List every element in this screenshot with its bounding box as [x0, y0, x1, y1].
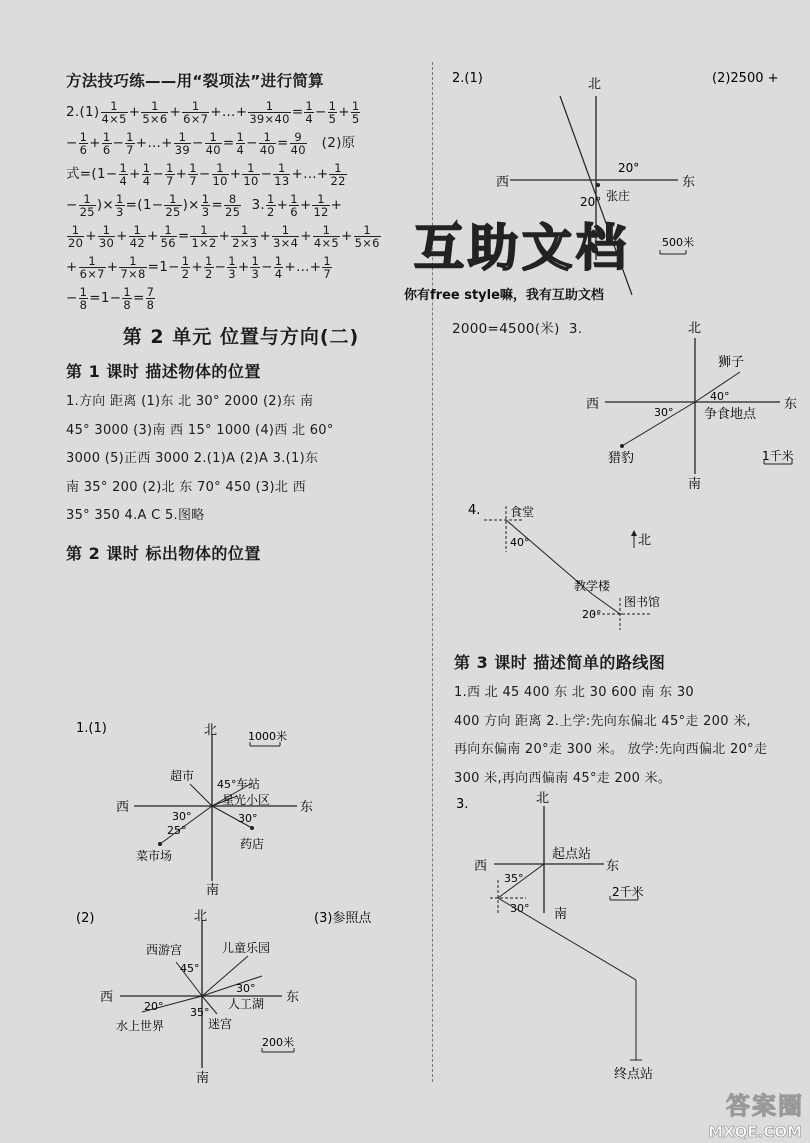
- fraction: $\frac{1}{6}$: [79, 129, 88, 157]
- east-label: 东: [784, 397, 798, 412]
- part2-answer: (2)2500 +: [712, 71, 779, 86]
- left-column: [66, 66, 416, 570]
- fraction: $\frac{1}{3}$: [251, 253, 260, 281]
- east-label: 东: [286, 990, 300, 1005]
- answer-line: 1.西 北 45 400 东 北 30 600 南 东 30: [454, 685, 694, 700]
- answer-line: 35° 350 4.A C 5.图略: [66, 508, 205, 523]
- scale-label: 200米: [262, 1036, 294, 1049]
- equation-line-7: − $\frac{1}{8}$ =1− $\frac{1}{8}$ = $\frac{7}{8}$: [66, 284, 155, 312]
- equation-line-6: + $\frac{1}{6\times 7}$ + $\frac{1}{7\times 8}$ =1− $\frac{1}{2}$ + $\frac{1}{2}$ − $\frac{1}{3}$ + $\frac{1}{3}$ − $\frac{1}{4}$ +…+ $\frac{1}{7}$: [66, 253, 331, 281]
- fraction: $\frac{1}{6}$: [102, 129, 111, 157]
- school-label: 教学楼: [574, 579, 611, 593]
- direction-diagram-q4: [462, 494, 702, 644]
- corner-logo: 答案圈: [726, 1092, 804, 1120]
- north-label: 北: [204, 723, 218, 738]
- angle-label: 30°: [510, 902, 530, 915]
- fraction: $\frac{1}{5}$: [351, 98, 360, 126]
- angle-label: 30°: [654, 406, 674, 419]
- fraction: $\frac{1}{2}$: [181, 253, 190, 281]
- fraction: $\frac{1}{25}$: [165, 191, 181, 219]
- fraction: $\frac{9}{40}$: [290, 129, 306, 157]
- angle-label: 20°: [580, 195, 602, 209]
- fraction: $\frac{1}{4}$: [119, 160, 128, 188]
- lesson-1-answers: [66, 388, 416, 531]
- figure-label: 3.: [456, 797, 469, 812]
- lesson-3-answers: [454, 679, 804, 793]
- fraction: $\frac{1}{7}$: [126, 129, 134, 157]
- equation-line-3: 式=(1− $\frac{1}{4}$ + $\frac{1}{4}$ − $\frac{1}{7}$ + $\frac{1}{7}$ − $\frac{1}{10}$ + $\frac{1}{10}$ − $\frac{1}{13}$ +…+ $\frac{1}{22}$: [66, 160, 346, 188]
- fraction: $\frac{1}{2}$: [204, 253, 213, 281]
- direction-diagram-2: [72, 906, 402, 1086]
- fraction: $\frac{1}{6\times 7}$: [183, 98, 209, 126]
- fraction: $\frac{1}{39}$: [174, 129, 191, 157]
- angle-label: 30°: [172, 810, 192, 823]
- fraction: $\frac{1}{7}$: [323, 253, 331, 281]
- fraction: $\frac{1}{3\times 4}$: [273, 222, 299, 250]
- lion-label: 狮子: [718, 355, 745, 370]
- method-title: 方法技巧练——用“裂项法”进行简算: [66, 72, 324, 90]
- equation-line-4: − $\frac{1}{25}$ )× $\frac{1}{3}$ =(1− $\frac{1}{25}$ )× $\frac{1}{3}$ = $\frac{8}{25}$ 3. $\frac{1}{2}$ + $\frac{1}{6}$ + $\frac{1}{12}$ +: [66, 191, 343, 219]
- angle-label: 45°: [180, 962, 200, 975]
- angle-label: 40°: [510, 536, 530, 549]
- answer-line: 1.方向 距离 (1)东 北 30° 2000 (2)东 南: [66, 394, 314, 409]
- start-station-label: 起点站: [552, 847, 592, 862]
- west-label: 西: [496, 175, 510, 190]
- fraction: $\frac{1}{20}$: [68, 222, 84, 250]
- west-label: 西: [586, 397, 600, 412]
- north-label: 北: [688, 321, 702, 336]
- direction-diagram-q3: [580, 314, 810, 494]
- lesson-1-title: 第 1 课时 描述物体的位置: [66, 362, 261, 381]
- fraction: $\frac{1}{4\times 5}$: [101, 98, 127, 126]
- north-label: 北: [194, 909, 208, 924]
- equation-line-2: − $\frac{1}{6}$ + $\frac{1}{6}$ − $\frac{1}{7}$ +…+ $\frac{1}{39}$ − $\frac{1}{40}$ = $\frac{1}{4}$ − $\frac{1}{40}$ = $\frac{9}{40}$ (2)原: [66, 129, 356, 157]
- figure-label: 2.(1): [452, 71, 483, 86]
- fraction: $\frac{1}{5\times 6}$: [142, 98, 168, 126]
- unit-title: 第 2 单元 位置与方向(二): [122, 326, 360, 348]
- watermark: [398, 212, 646, 320]
- fraction: $\frac{1}{5\times 6}$: [354, 222, 380, 250]
- direction-diagram-1: [72, 716, 332, 896]
- north-label: 北: [536, 791, 550, 806]
- fraction: $\frac{1}{8}$: [123, 284, 131, 312]
- fraction: $\frac{1}{22}$: [330, 160, 346, 188]
- watermark-caption: 你有free style嘛，我有互助文档: [404, 288, 604, 303]
- south-label: 南: [554, 907, 568, 922]
- fight-spot-label: 争食地点: [704, 407, 757, 422]
- zhangzhuang-label: 张庄: [606, 189, 631, 203]
- south-label: 南: [688, 477, 702, 492]
- fraction: $\frac{1}{39\times 40}$: [249, 98, 290, 126]
- reference-point-label: (3)参照点: [314, 911, 372, 926]
- west-label: 西: [474, 859, 488, 874]
- fraction: $\frac{1}{7}$: [166, 160, 174, 188]
- angle-label: 40°: [710, 390, 730, 403]
- figure-label: (2): [76, 911, 95, 926]
- angle-label: 35°: [190, 1006, 210, 1019]
- pharmacy-label: 药店: [240, 837, 265, 851]
- fraction: $\frac{1}{40}$: [259, 129, 275, 157]
- fraction: $\frac{1}{2\times 3}$: [232, 222, 258, 250]
- fraction: $\frac{1}{30}$: [98, 222, 115, 250]
- end-station-label: 终点站: [614, 1067, 654, 1082]
- fraction: $\frac{1}{4}$: [236, 129, 245, 157]
- fraction: $\frac{1}{4}$: [274, 253, 283, 281]
- station-label: 车站: [236, 777, 261, 791]
- answer-line: 再向东偏南 20°走 300 米。 放学:先向西偏北 20°走: [454, 742, 768, 757]
- fraction: $\frac{1}{5}$: [328, 98, 337, 126]
- fraction: $\frac{7}{8}$: [146, 284, 155, 312]
- water-world-label: 水上世界: [116, 1019, 165, 1033]
- canteen-label: 食堂: [510, 505, 535, 519]
- watermark-logo: 互助文档: [414, 219, 630, 277]
- fraction: $\frac{1}{42}$: [129, 222, 145, 250]
- fraction: $\frac{1}{2}$: [266, 191, 275, 219]
- south-label: 南: [196, 1071, 210, 1086]
- figure-label: 4.: [468, 503, 481, 518]
- angle-label: 20°: [582, 608, 602, 621]
- answer-line: 45° 3000 (3)南 西 15° 1000 (4)西 北 60°: [66, 422, 334, 438]
- fraction: $\frac{1}{56}$: [160, 222, 176, 250]
- figure-label: 1.(1): [76, 721, 107, 736]
- fraction: $\frac{1}{4}$: [142, 160, 151, 188]
- equation-line-1: 2.(1) $\frac{1}{4\times 5}$ + $\frac{1}{5\times 6}$ + $\frac{1}{6\times 7}$ +…+ $\frac{1}{39\times 40}$ = $\frac{1}{4}$ − $\frac{1}{5}$ + $\frac{1}{5}$: [66, 98, 360, 126]
- answer-line: 南 35° 200 (2)北 东 70° 450 (3)北 西: [66, 479, 306, 495]
- fraction: $\frac{1}{3}$: [201, 191, 210, 219]
- angle-label: 30°: [236, 982, 256, 995]
- fraction: $\frac{1}{3}$: [228, 253, 236, 281]
- answer-line: 400 方向 距离 2.上学:先向东偏北 45°走 200 米,: [454, 713, 751, 729]
- answer-line: 3000 (5)正西 3000 2.(1)A (2)A 3.(1)东: [66, 451, 319, 466]
- market-label: 菜市场: [136, 849, 173, 863]
- scale-label: 1千米: [762, 449, 794, 463]
- angle-label: 25°: [167, 824, 187, 837]
- lesson-2-title: 第 2 课时 标出物体的位置: [66, 543, 261, 563]
- fraction: $\frac{1}{12}$: [313, 191, 329, 219]
- fraction: $\frac{1}{10}$: [212, 160, 228, 188]
- north-label: 北: [588, 77, 602, 92]
- fraction: $\frac{8}{25}$: [225, 191, 241, 219]
- angle-label: 30°: [238, 812, 258, 825]
- scale-label: 2千米: [612, 885, 644, 899]
- route-diagram: [454, 788, 684, 1088]
- cheetah-label: 猎豹: [608, 451, 635, 466]
- supermarket-label: 超市: [170, 769, 195, 783]
- fraction: $\frac{1}{25}$: [79, 191, 95, 219]
- fraction: $\frac{1}{1\times 2}$: [191, 222, 217, 250]
- angle-label: 20°: [144, 1000, 164, 1013]
- north-label: 北: [638, 533, 652, 548]
- fraction: $\frac{1}{7}$: [189, 160, 197, 188]
- angle-label: 35°: [504, 872, 524, 885]
- corner-url: MXQE.COM: [708, 1123, 802, 1141]
- fraction: $\frac{1}{7\times 8}$: [120, 253, 146, 281]
- fraction: $\frac{1}{13}$: [274, 160, 290, 188]
- fraction: $\frac{1}{3}$: [116, 191, 124, 219]
- fraction: $\frac{1}{6\times 7}$: [79, 253, 105, 281]
- south-label: 南: [206, 883, 220, 896]
- maze-label: 迷宫: [208, 1017, 233, 1031]
- lesson-3-title: 第 3 课时 描述简单的路线图: [454, 653, 666, 672]
- fraction: $\frac{1}{8}$: [79, 284, 88, 312]
- fraction: $\frac{1}{40}$: [205, 129, 221, 157]
- scale-label: 1000米: [248, 730, 287, 743]
- answer-line: 300 米,再向西偏南 45°走 200 米。: [454, 770, 672, 786]
- fraction: $\frac{1}{6}$: [290, 191, 298, 219]
- east-label: 东: [300, 800, 314, 815]
- west-label: 西: [116, 800, 130, 815]
- fraction: $\frac{1}{10}$: [243, 160, 259, 188]
- xiyou-palace-label: 西游宫: [146, 943, 183, 957]
- fraction: $\frac{1}{4}$: [305, 98, 313, 126]
- playground-label: 儿童乐园: [222, 941, 271, 955]
- east-label: 东: [682, 175, 696, 190]
- fraction: $\frac{1}{4\times 5}$: [313, 222, 339, 250]
- angle-label: 20°: [618, 161, 640, 175]
- lake-label: 人工湖: [228, 997, 265, 1011]
- east-label: 东: [606, 859, 620, 874]
- scale-label: 500米: [662, 236, 694, 249]
- library-label: 图书馆: [624, 595, 661, 609]
- angle-label: 45°: [217, 778, 237, 791]
- q2-continuation: 2000=4500(米) 3.: [452, 321, 583, 337]
- xingguang-label: 星光小区: [222, 793, 271, 807]
- equation-line-5: $\frac{1}{20}$ + $\frac{1}{30}$ + $\frac{1}{42}$ + $\frac{1}{56}$ = $\frac{1}{1\times 2}$ + $\frac{1}{2\times 3}$ + $\frac{1}{3\times 4}$ + $\frac{1}{4\times 5}$ + $\frac{1}{5\times 6}$: [68, 222, 380, 250]
- west-label: 西: [100, 990, 114, 1005]
- lesson-3-block: [454, 640, 804, 793]
